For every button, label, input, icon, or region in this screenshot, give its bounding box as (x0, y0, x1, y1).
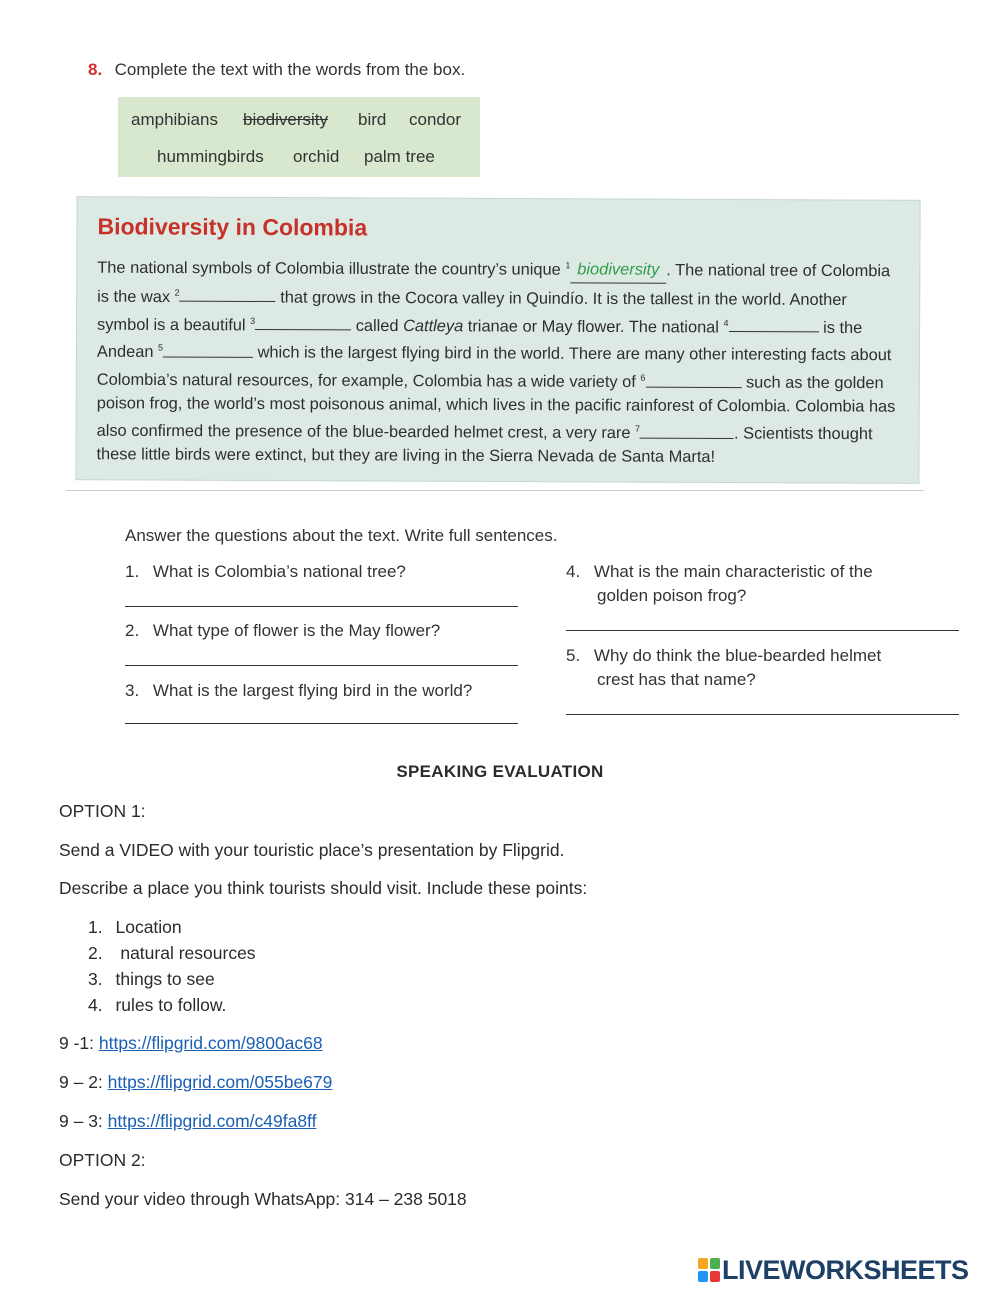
reading-segment: called (355, 316, 399, 335)
answer-gap-5[interactable] (163, 340, 253, 357)
flipgrid-link-2[interactable]: https://flipgrid.com/055be679 (107, 1072, 333, 1092)
gap-ref: 1 (565, 260, 571, 271)
word-item: orchid (293, 147, 340, 166)
reading-segment: such as the golden poison frog, the world’s most poisonous animal, which lives in the pacific rainforest of Colombia. Colombia has also confirmed the presence of the blue-bearded helmet crest, a very rare (96, 373, 896, 443)
question-number: 4. (566, 562, 581, 581)
option-2-label: OPTION 2: (59, 1150, 146, 1170)
reading-text (96, 252, 902, 470)
reading-segment: that grows in the Cocora valley in Quindío. It is the tallest in the world. Another symbol is a beautiful (97, 288, 847, 334)
question-text: What type of flower is the May flower? (152, 621, 441, 640)
point-text: rules to follow. (115, 995, 227, 1015)
section-divider (66, 490, 924, 491)
reading-segment: The national symbols of Colombia illustrate the country’s unique (97, 258, 561, 279)
question-text: What is the main characteristic of the (593, 562, 873, 581)
answer-line-3[interactable] (125, 723, 518, 724)
word-item: condor (409, 110, 461, 129)
word-item-used: biodiversity (243, 110, 329, 129)
question-3 (125, 679, 472, 703)
reading-italic: Cattleya (403, 316, 464, 335)
send-video-text: Send a VIDEO with your touristic place’s presentation by Flipgrid. (59, 840, 565, 860)
question-text: What is Colombia’s national tree? (152, 562, 406, 581)
answer-line-4[interactable] (566, 630, 959, 631)
word-item: hummingbirds (157, 147, 264, 166)
gap-ref: 7 (635, 423, 641, 434)
reading-segment: trianae or May flower. The national (467, 316, 720, 336)
word-item: bird (358, 110, 387, 129)
question-5 (566, 644, 881, 692)
word-box (118, 97, 480, 177)
flipgrid-link-row (59, 1072, 332, 1093)
reading-segment: . The national tree of Colombia is the wax (97, 261, 891, 306)
logo-text: LIVEWORKSHEETS (722, 1255, 969, 1285)
exercise-number: 8. (88, 60, 103, 79)
answer-gap-2[interactable] (180, 285, 276, 302)
point-item (88, 995, 226, 1016)
gap-ref: 4 (723, 317, 729, 328)
gap-ref: 3 (250, 315, 256, 326)
word-item: palm tree (364, 147, 435, 166)
option-1-label: OPTION 1: (59, 801, 146, 821)
point-item (88, 917, 182, 938)
question-text-line2: crest has that name? (597, 670, 756, 689)
answer-gap-6[interactable] (645, 370, 741, 387)
point-text: natural resources (115, 943, 256, 963)
question-text-line2: golden poison frog? (597, 586, 747, 605)
question-2 (125, 619, 440, 643)
question-text: What is the largest flying bird in the world? (152, 681, 473, 700)
reading-segment: . Scientists thought these little birds were extinct, but they are living in the Sierra Nevada de Santa Marta! (96, 424, 873, 466)
answer-line-5[interactable] (566, 714, 959, 715)
reading-segment: is the Andean (96, 318, 863, 362)
flipgrid-link-1[interactable]: https://flipgrid.com/9800ac68 (98, 1033, 323, 1053)
flipgrid-link-3[interactable]: https://flipgrid.com/c49fa8ff (107, 1111, 317, 1131)
answer-gap-1[interactable]: biodiversity (570, 259, 666, 284)
link-label: 9 – 2: (59, 1072, 108, 1092)
point-number: 3. (88, 969, 103, 989)
link-label: 9 -1: (59, 1033, 99, 1053)
answer-gap-3[interactable] (255, 313, 351, 330)
liveworksheets-logo (698, 1255, 994, 1285)
question-number: 3. (125, 681, 140, 700)
question-1 (125, 560, 406, 584)
whatsapp-text: Send your video through WhatsApp: 314 – 238 5018 (59, 1189, 467, 1209)
questions-instruction: Answer the questions about the text. Write full sentences. (125, 526, 558, 545)
question-number: 5. (566, 646, 581, 665)
reading-segment: which is the largest flying bird in the world. There are many other interesting facts about Colombia’s natural resources, for example, Colombia has a wide variety of (96, 343, 892, 392)
answer-gap-7[interactable] (640, 421, 734, 438)
speaking-title: SPEAKING EVALUATION (396, 762, 604, 781)
point-number: 1. (88, 917, 103, 937)
describe-text: Describe a place you think tourists should visit. Include these points: (59, 878, 588, 898)
gap-ref: 6 (640, 372, 646, 383)
exercise-header (88, 60, 465, 80)
question-4 (566, 560, 873, 608)
flipgrid-link-row (59, 1111, 316, 1132)
point-number: 2. (88, 943, 103, 963)
word-item: amphibians (131, 110, 218, 129)
gap-ref: 5 (158, 342, 164, 353)
flipgrid-link-row (59, 1033, 323, 1054)
link-label: 9 – 3: (59, 1111, 108, 1131)
logo-mark-icon (698, 1258, 720, 1282)
reading-box (75, 196, 920, 484)
question-number: 1. (125, 562, 140, 581)
point-number: 4. (88, 995, 103, 1015)
answer-line-2[interactable] (125, 665, 518, 666)
reading-title: Biodiversity in Colombia (97, 213, 368, 241)
exercise-instruction: Complete the text with the words from the box. (114, 60, 466, 79)
answer-line-1[interactable] (125, 606, 518, 607)
point-item (88, 943, 256, 964)
point-text: Location (115, 917, 182, 937)
question-text: Why do think the blue-bearded helmet (593, 646, 882, 665)
point-text: things to see (115, 969, 215, 989)
gap-ref: 2 (174, 287, 180, 298)
answer-gap-4[interactable] (729, 315, 819, 332)
point-item (88, 969, 215, 990)
question-number: 2. (125, 621, 140, 640)
